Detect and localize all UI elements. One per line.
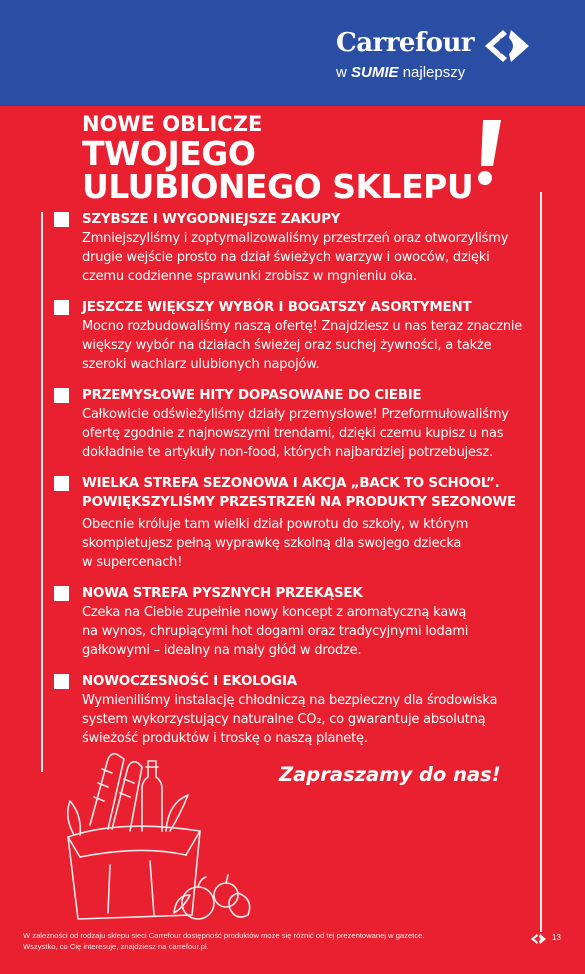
invite-text: Zapraszamy do nas! <box>279 763 501 786</box>
section-title <box>82 298 542 317</box>
section-body-line: Obecnie króluje tam wielki dział powrotu do szkoły, w którym <box>82 517 469 532</box>
section-body-line: większy wybór na działach świeżej oraz suchej żywności, a także <box>82 338 492 353</box>
section-title <box>82 210 542 229</box>
section-title-line: WIELKA STREFA SEZONOWA I AKCJA „BACK TO SCHOOL”. <box>82 476 500 491</box>
section-body-line: czemu codzienne sprawunki zrobisz w mgnieniu oka. <box>82 269 417 284</box>
frame-line-left <box>41 212 43 772</box>
section-title-line: POWIĘKSZYLIŚMY PRZESTRZEŃ NA PRODUKTY SEZONOWE <box>82 495 516 510</box>
section-body-line: gałkowymi – idealny na mały głód w drodze. <box>82 643 362 658</box>
section-body-line: Mocno rozbudowaliśmy naszą ofertę! Znajdziesz u nas teraz znacznie <box>82 319 523 334</box>
section-body-line: ofertę zgodnie z najnowszymi trendami, dzięki czemu kupisz u nas <box>82 426 504 441</box>
checkbox-icon <box>54 212 69 227</box>
checkbox-icon <box>54 300 69 315</box>
section-body <box>82 229 542 286</box>
section-body-line: system wykorzystujący naturalne CO₂, co gwarantuje absolutną <box>82 712 486 727</box>
section-title-line: JESZCZE WIĘKSZY WYBÓR I BOGATSZY ASORTYMENT <box>82 300 472 315</box>
checkbox-icon <box>54 586 69 601</box>
section-body <box>82 405 542 462</box>
section-body-line: drugie wejście prosto na dział świeżych warzyw i owoców, dzięki <box>82 250 490 265</box>
section-title-line: NOWOCZESNOŚĆ I EKOLOGIA <box>82 674 297 689</box>
section-title <box>82 584 542 603</box>
headline-line-3: ULUBIONEGO SKLEPU <box>82 167 474 206</box>
grocery-bag-illustration <box>50 745 260 925</box>
section-title <box>82 672 542 691</box>
section-title <box>82 386 542 405</box>
exclamation-mark-icon <box>473 118 503 188</box>
tagline-highlight: SUMIE <box>351 64 399 81</box>
section-body <box>82 515 542 572</box>
carrefour-mini-logo-icon <box>531 934 547 944</box>
section-title-line: PRZEMYSŁOWE HITY DOPASOWANE DO CIEBIE <box>82 388 422 403</box>
section-body-line: Wymieniliśmy instalację chłodniczą na bezpieczny dla środowiska <box>82 693 498 708</box>
section-body <box>82 691 542 748</box>
section-body <box>82 317 542 374</box>
disclaimer-line: Wszystko, co Cię interesuje, znajdziesz na carrefour.pl. <box>23 942 209 951</box>
checkbox-icon <box>54 476 69 491</box>
section-body-line: na wynos, chrupiącymi hot dogami oraz tradycyjnymi lodami <box>82 624 469 639</box>
brand-name: Carrefour <box>336 28 475 58</box>
section-body-line: Całkowicie odświeżyliśmy działy przemysłowe! Przeformułowaliśmy <box>82 407 509 422</box>
page-number: 13 <box>552 933 561 942</box>
section-body-line: Zmniejszyliśmy i zoptymalizowaliśmy przestrzeń oraz otworzyliśmy <box>82 231 509 246</box>
headline-line-1: NOWE OBLICZE <box>82 112 263 136</box>
section-body-line: dokładnie te artykuły non-food, których najbardziej potrzebujesz. <box>82 445 493 460</box>
carrefour-logo-icon <box>481 28 533 64</box>
footer-disclaimer <box>23 930 523 952</box>
section-body-line: świeżość produktów i troskę o naszą planetę. <box>82 731 368 746</box>
checkbox-icon <box>54 674 69 689</box>
section-body-line: skompletujesz pełną wyprawkę szkolną dla swojego dziecka <box>82 536 462 551</box>
section-title <box>82 474 542 512</box>
disclaimer-line: W zależności od rodzaju sklepu sieci Carrefour dostępność produktów może się różnić od tej prezentowanej w gazetce. <box>23 931 425 940</box>
headline-line-2: TWOJEGO <box>82 134 256 173</box>
section-body-line: szeroki wachlarz ulubionych napojów. <box>82 357 320 372</box>
checkbox-icon <box>54 388 69 403</box>
tagline-prefix: w <box>336 64 347 81</box>
tagline-suffix: najlepszy <box>402 64 466 81</box>
header-bar <box>0 0 585 106</box>
section-body-line: w supercenach! <box>82 555 183 570</box>
brand-tagline <box>336 64 465 81</box>
section-body-line: Czeka na Ciebie zupełnie nowy koncept z aromatyczną kawą <box>82 605 467 620</box>
section-title-line: SZYBSZE I WYGODNIEJSZE ZAKUPY <box>82 212 341 227</box>
section-body <box>82 603 542 660</box>
page-headline <box>82 112 474 206</box>
section-title-line: NOWA STREFA PYSZNYCH PRZEKĄSEK <box>82 586 363 601</box>
